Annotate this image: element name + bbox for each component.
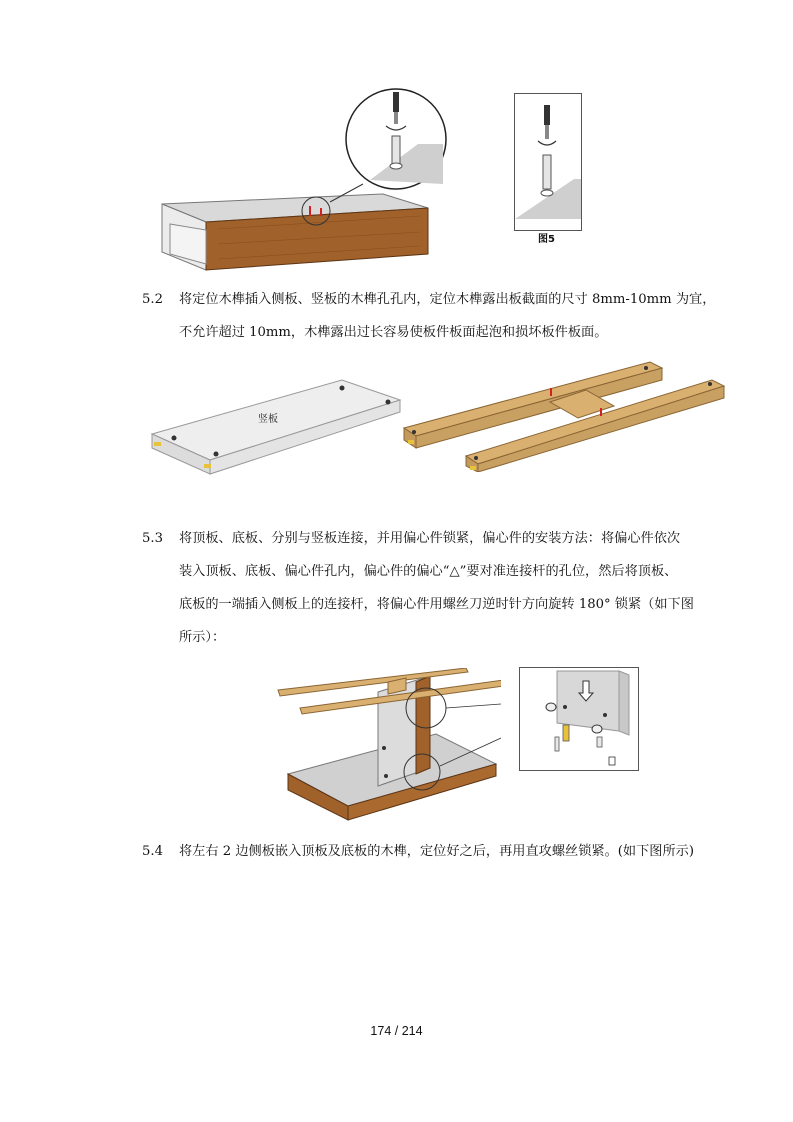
paragraph-line: 底板的一端插入侧板上的连接杆，将偏心件用螺丝刀逆时针方向旋转 180° 锁紧（如下图 — [179, 597, 694, 612]
section-number: 5.2 — [142, 292, 163, 307]
page-number: 174 / 214 — [370, 1024, 423, 1038]
section-number: 5.4 — [142, 844, 163, 859]
shelf-dowel-illustration — [158, 84, 448, 274]
paragraph-line: 不允许超过 10mm，木榫露出过长容易使板件板面起泡和损坏板件板面。 — [179, 325, 608, 340]
paragraph-line: 装入顶板、底板、偏心件孔内，偏心件的偏心“△”要对准连接杆的孔位，然后将顶板、 — [179, 564, 678, 579]
figure-5-caption: 图5 — [538, 234, 555, 245]
paragraph-line: 所示）： — [179, 630, 226, 645]
figure-5-box — [514, 93, 582, 231]
h-frame-illustration — [400, 360, 725, 472]
paragraph-line: 将定位木榫插入侧板、竖板的木榫孔孔内，定位木榫露出板截面的尺寸 8mm-10mm 为宜， — [179, 292, 716, 307]
section-number: 5.3 — [142, 531, 163, 546]
paragraph-line: 将顶板、底板、分别与竖板连接，并用偏心件锁紧，偏心件的安装方法：将偏心件依次 — [179, 531, 681, 546]
assembly-illustration — [276, 668, 501, 822]
cam-lock-detail — [519, 667, 639, 771]
panel-label: 竖板 — [258, 414, 278, 425]
paragraph-line: 将左右 2 边侧板嵌入顶板及底板的木榫，定位好之后，再用直攻螺丝锁紧。(如下图所示) — [179, 844, 694, 859]
vertical-panel-illustration — [150, 378, 405, 476]
